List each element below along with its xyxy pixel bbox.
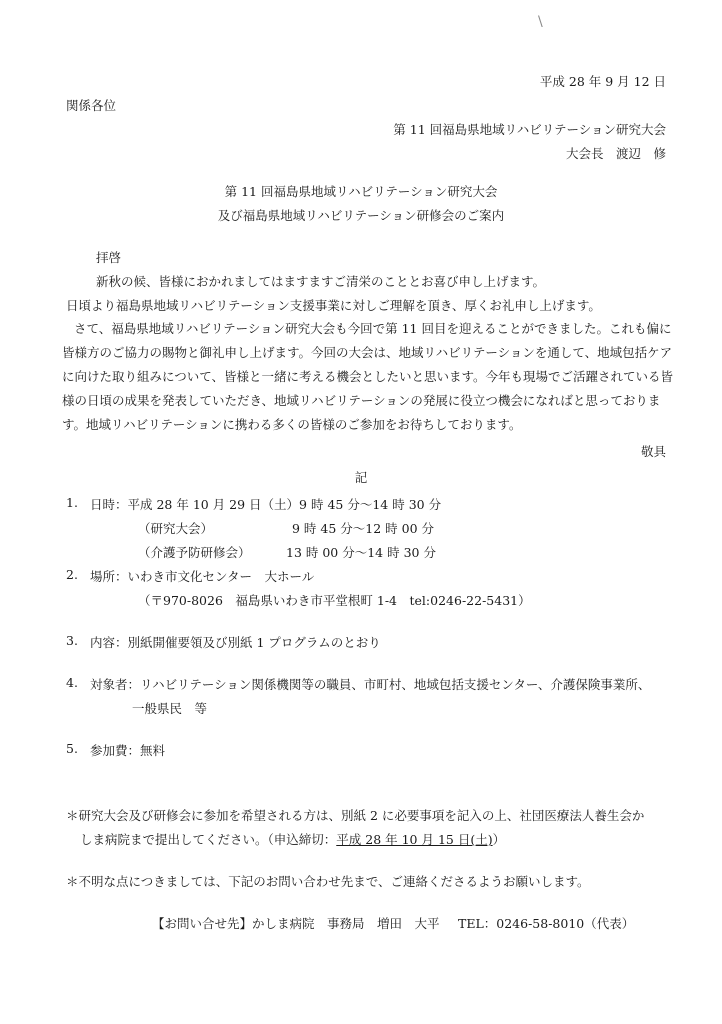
thanks-sentence: 日頃より福島県地域リハビリテーション支援事業に対しご理解を頂き、厚くお礼申し上げます。 bbox=[66, 298, 601, 313]
scan-mark: \ bbox=[538, 14, 543, 30]
item-number-5: 5. bbox=[66, 741, 78, 756]
note-1-line-2-end: ） bbox=[492, 832, 506, 847]
seasonal-greeting: 新秋の候、皆様におかれましてはますますご清栄のこととお喜び申し上げます。 bbox=[96, 274, 546, 289]
issue-date: 平成 28 年 9 月 12 日 bbox=[539, 74, 666, 89]
item-content: 内容：別紙開催要領及び別紙 1 プログラムのとおり bbox=[90, 635, 381, 650]
title-line-1: 第 11 回福島県地域リハビリテーション研究大会 bbox=[224, 184, 498, 199]
item-number-3: 3. bbox=[66, 633, 78, 648]
greeting: 拝啓 bbox=[96, 250, 122, 265]
main-paragraph: さて、福島県地域リハビリテーション研究大会も今回で第 11 回目を迎えることができました。これも偏に皆様方のご協力の賜物と御礼申し上げます。今回の大会は、地域リハビリテーションを通して、地域包括ケアに向けた取り組みについて、皆様と一緒に考える機会としたいと思います。今年も現場でご活躍されている皆様の日頃の成果を発表していただき、地域リハビリテーションの発展に役立つ機会になればと思っております。地域リハビリテーションに携わる多くの皆様のご参加をお待ちしております。 bbox=[62, 321, 674, 432]
sub-time-conference: 9 時 45 分～12 時 00 分 bbox=[292, 521, 435, 536]
sender-organization: 第 11 回福島県地域リハビリテーション研究大会 bbox=[393, 122, 666, 137]
sub-time-training: 13 時 00 分～14 時 30 分 bbox=[286, 545, 436, 560]
item-place: 場所：いわき市文化センター 大ホール bbox=[90, 569, 315, 584]
item-number-2: 2. bbox=[66, 567, 78, 582]
application-deadline: 平成 28 年 10 月 15 日(土) bbox=[336, 832, 493, 847]
note-1-line-1: ＊研究大会及び研修会に参加を希望される方は、別紙 2 に必要事項を記入の上、社団医療法人養生会か bbox=[66, 808, 645, 823]
sub-label-conference: （研究大会） bbox=[138, 521, 214, 536]
title-line-2: 及び福島県地域リハビリテーション研修会のご案内 bbox=[217, 208, 505, 223]
item-address: （〒970-8026 福島県いわき市平堂根町 1-4 tel:0246-22-5431） bbox=[138, 593, 531, 608]
item-target-line-2: 一般県民 等 bbox=[132, 701, 208, 716]
recipients: 関係各位 bbox=[66, 98, 117, 113]
contact-tel: TEL：0246-58-8010（代表） bbox=[458, 916, 635, 931]
item-datetime: 日時：平成 28 年 10 月 29 日（土）9 時 45 分～14 時 30 分 bbox=[90, 497, 442, 512]
note-1-line-2 bbox=[80, 830, 505, 848]
ki-heading: 記 bbox=[354, 470, 368, 485]
note-2: ＊不明な点につきましては、下記のお問い合わせ先まで、ご連絡くださるようお願いします。 bbox=[66, 874, 590, 889]
closing: 敬具 bbox=[640, 444, 666, 459]
sub-label-training: （介護予防研修会） bbox=[138, 545, 251, 560]
item-number-1: 1. bbox=[66, 495, 78, 510]
contact-label: 【お問い合せ先】かしま病院 事務局 増田 大平 bbox=[152, 916, 440, 931]
item-target-line-1: 対象者：リハビリテーション関係機関等の職員、市町村、地域包括支援センター、介護保険事業所、 bbox=[90, 677, 651, 692]
item-fee: 参加費：無料 bbox=[90, 743, 166, 758]
item-number-4: 4. bbox=[66, 675, 78, 690]
sender-name: 大会長 渡辺 修 bbox=[565, 146, 666, 161]
note-1-line-2-text: しま病院まで提出してください。（申込締切： bbox=[80, 832, 337, 847]
